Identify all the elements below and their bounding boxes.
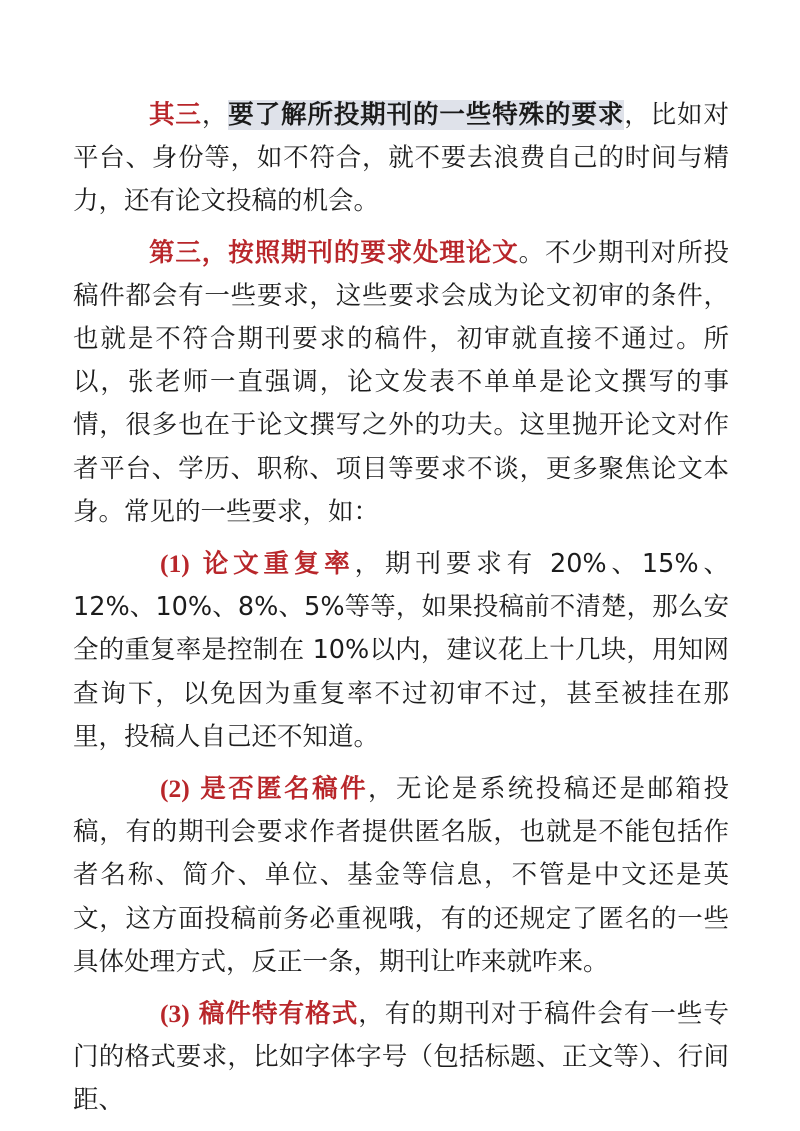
paragraph-qisan — [73, 94, 729, 224]
list-item-anonymous — [73, 767, 729, 984]
item-heading: 稿件特有格式 — [198, 999, 359, 1030]
item-body: ，无论是系统投稿还是邮箱投稿，有的期刊会要求作者提供匿名版，也就是不能包括作者名称、简介、单位、基金等信息，不管是中文还是英文，这方面投稿前务必重视哦，有的还规定了匿名的一些具体处理方式，反正一条，期刊让咋来就咋来。 — [73, 774, 729, 977]
item-body: ，期刊要求有 20%、15%、12%、10%、8%、5%等等，如果投稿前不清楚，那么安全的重复率是控制在 10%以内，建议花上十几块，用知网查询下，以免因为重复率不过初审不过，甚至被挂在那里，投稿人自己还不知道。 — [73, 549, 729, 752]
list-item-format — [73, 992, 729, 1123]
paragraph-heading: 其三 — [149, 100, 202, 130]
paragraph-body: ，比如对平台、身份等，如不符合，就不要去浪费自己的时间与精力，还有论文投稿的机会。 — [73, 100, 729, 217]
item-number: (1) — [160, 549, 190, 579]
item-heading: 论文重复率 — [202, 549, 355, 580]
paragraph-heading: 第三，按照期刊的要求处理论文 — [149, 237, 519, 268]
document-page — [73, 94, 729, 1123]
highlighted-text: 要了解所投期刊的一些特殊的要求 — [228, 100, 625, 130]
list-item-duplication-rate — [73, 542, 729, 759]
item-body: ，有的期刊对于稿件会有一些专门的格式要求，比如字体字号（包括标题、正文等）、行间距、 — [73, 999, 729, 1116]
paragraph-disan — [73, 232, 729, 534]
item-heading: 是否匿名稿件 — [200, 774, 369, 805]
separator: ， — [201, 100, 229, 130]
paragraph-body: 。不少期刊对所投稿件都会有一些要求，这些要求会成为论文初审的条件，也就是不符合期刊要求的稿件，初审就直接不通过。所以，张老师一直强调，论文发表不单单是论文撰写的事情，很多也在于论文撰写之外的功夫。这里抛开论文对作者平台、学历、职称、项目等要求不谈，更多聚焦论文本身。常见的一些要求，如： — [73, 237, 729, 527]
item-number: (2) — [160, 774, 190, 804]
item-number: (3) — [160, 999, 190, 1029]
